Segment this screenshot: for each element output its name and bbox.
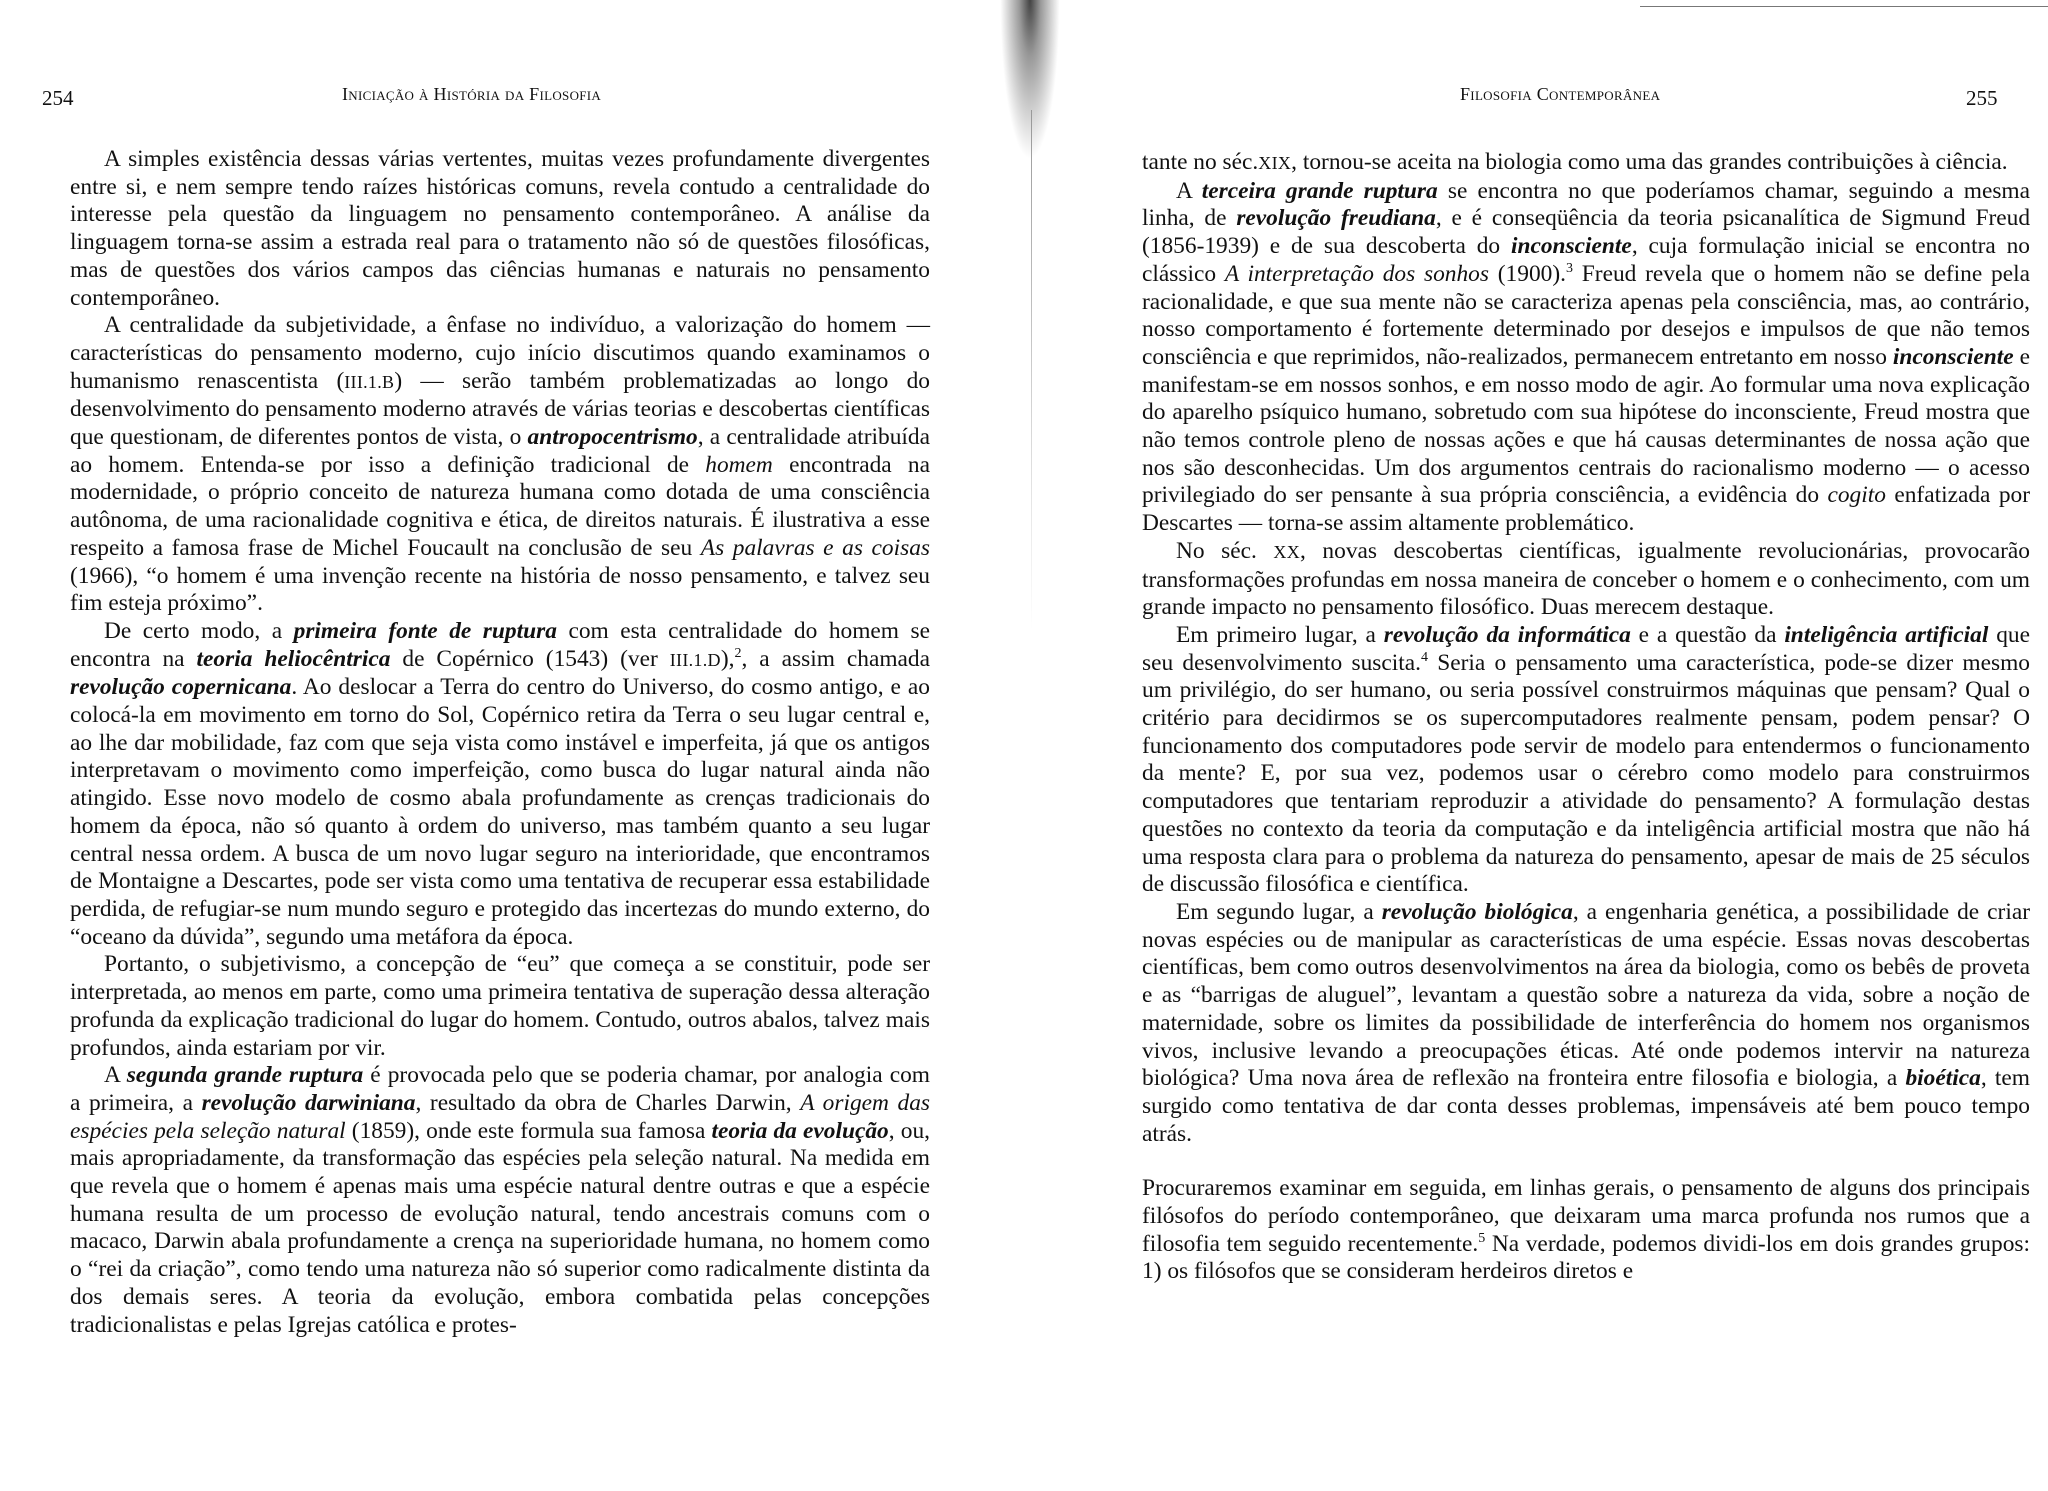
paragraph: A terceira grande ruptura se encontra no que poderíamos chamar, seguindo a mesma linha, de revolução freudiana, e é conseqüência da teoria psicanalítica de Sigmund Freud (1856-1939) e de sua descoberta do inconsciente, cuja formulação inicial se encontra no clássico A interpretação dos sonhos (1900).$^3$ Freud revela que o homem não se define pela racionalidade, e que sua mente não se caracteriza apenas pela consciência, mas, ao contrário, nosso comportamento é fortemente determinado por desejos e impulsos de que não temos consciência e que reprimidos, não-realizados, permanecem entretanto em nosso inconsciente e manifestam-se em nossos sonhos, e em nosso modo de agir. Ao formular uma nova explicação do aparelho psíquico humano, sobretudo com sua hipótese do inconsciente, Freud mostra que não temos controle pleno de nossas ações e que há causas determinantes de nossa ação que nos são desconhecidas. Um dos argumentos centrais do racionalismo moderno — o acesso privilegiado do ser pensante à sua própria consciência, a evidência do cogito enfatizada por Descartes — torna-se assim altamente problemático. [1142,177,2031,537]
key-term: inconsciente [1892,343,2014,370]
paragraph: No séc. XX, novas descobertas científicas, igualmente revolucionárias, provocarão transformações profundas em nossa maneira de conceber o homem e o conhecimento, com um grande impacto no pensamento filosófico. Duas merecem destaque. [1142,537,2030,621]
book-title: A interpretação dos sonhos [1224,260,1489,287]
paragraph: Procuraremos examinar em seguida, em linhas gerais, o pensamento de alguns dos principais filósofos do período contemporâneo, que deixaram uma marca profunda nos rumos que a filosofia tem seguido recentemente.$^5$ Na verdade, podemos dividi-los em dois grandes grupos: 1) os filósofos que se consideram herdeiros diretos e [1142,1175,2030,1285]
key-term: teoria heliocêntrica [196,645,391,672]
gutter-line [1031,110,1032,630]
paragraph: A segunda grande ruptura é provocada pelo que se poderia chamar, por analogia com a primeira, a revolução darwiniana, resultado da obra de Charles Darwin, A origem das espécies pela seleção natural (1859), onde este formula sua famosa teoria da evolução, ou, mais apropriadamente, da transformação das espécies pela seleção natural. Na medida em que revela que o homem é apenas mais uma espécie natural dentre outras e que a espécie humana resulta de um processo de evolução natural, tendo ancestrais comuns com o macaco, Darwin abala profundamente a crença na superioridade humana, no homem como o “rei da criação”, como tendo uma natureza não só superior como radicalmente distinta da dos demais seres. A teoria da evolução, embora combatida pelas concepções tradicionalistas e pelas Igrejas católica e protes- [70,1062,930,1338]
key-term: teoria da evolução [711,1117,889,1144]
key-term: revolução copernicana [70,674,292,701]
key-term: terceira grande ruptura [1201,177,1438,204]
paragraph: Em segundo lugar, a revolução biológica, a engenharia genética, a possibilidade de criar novas espécies ou de manipular as características de uma espécie. Essas novas descobertas científicas, bem como outros desenvolvimentos na área da biologia, como os bebês de proveta e as “barrigas de aluguel”, levantam a questão sobre a natureza da vida, sobre a noção de maternidade, sobre os limites da possibilidade de interferência do homem nos organismos vivos, inclusive levando a preocupações éticas. Até onde podemos intervir na natureza biológica? Uma nova área de reflexão na fronteira entre filosofia e biologia, a bioética, tem surgido como tentativa de dar conta desses problemas, impensáveis até bem pouco tempo atrás. [1142,898,2030,1147]
running-head: Iniciação à História da Filosofia [342,84,602,104]
paragraph: De certo modo, a primeira fonte de ruptura com esta centralidade do homem se encontra na teoria heliocêntrica de Copérnico (1543) (ver III.1.D),$^2$, a assim chamada revolução copernicana. Ao deslocar a Terra do centro do Universo, do cosmo antigo, e ao colocá-la em movimento em torno do Sol, Copérnico retira da Terra o seu lugar central e, ao lhe dar mobilidade, faz com que seja vista como instável e imperfeita, já que os antigos interpretavam o movimento como imperfeição, como busca do lugar natural ainda não atingido. Esse novo modelo de cosmo abala profundamente as crenças tradicionais do homem da época, não só quanto à ordem do universo, mas também quanto a seu lugar central nessa ordem. A busca de um novo lugar seguro na interioridade, que encontramos de Montaigne a Descartes, pode ser vista como uma tentativa de recuperar essa estabilidade perdida, de refugiar-se num mundo seguro e protegido das incertezas do mundo externo, do “oceano da dúvida”, segundo uma metáfora da época. [70,617,930,950]
right-page [1040,0,2048,1491]
key-term: primeira fonte de ruptura [293,617,557,644]
body-text [1142,149,2030,1286]
key-term: revolução da informática [1383,621,1631,648]
cross-reference: III.1.B [344,371,395,392]
footnote-marker: 5 [1478,1230,1486,1246]
footnote-marker: 4 [1421,649,1428,665]
body-text [70,146,930,1339]
running-head: Filosofia Contemporânea [1460,84,1661,104]
key-term: revolução freudiana [1236,205,1436,232]
paragraph: tante no séc.XIX, tornou-se aceita na biologia como uma das grandes contribuições à ciência. [1142,149,2008,175]
key-term: inconsciente [1510,233,1632,260]
page-number: 254 [42,86,74,110]
paragraph: A simples existência dessas várias vertentes, muitas vezes profundamente divergentes entre si, e nem sempre tendo raízes históricas comuns, revela contudo a centralidade do interesse pela questão da linguagem no pensamento contemporâneo. A análise da linguagem torna-se assim a estrada real para o tratamento não só de questões filosóficas, mas de questões dos vários campos das ciências humanas e naturais no pensamento contemporâneo. [70,146,930,311]
key-term: segunda grande ruptura [126,1062,364,1089]
key-term: revolução biológica [1381,898,1573,925]
page-number: 255 [1966,86,1998,110]
key-term: inteligência artificial [1784,621,1989,648]
key-term: revolução darwiniana [201,1089,416,1116]
cross-reference: III.1.D [669,649,721,670]
key-term: antropocentrismo [527,424,698,451]
book-title: A origem das espécies pela seleção natural [70,1089,930,1144]
footnote-marker: 2 [734,645,742,661]
key-term: bioética [1905,1065,1981,1092]
paragraph: Em primeiro lugar, a revolução da informática e a questão da inteligência artificial que seu desenvolvimento suscita.$^4$ Seria o pensamento uma característica, pode-se dizer mesmo um privilégio, do ser humano, ou seria possível construirmos máquinas que pensam? Qual o critério para decidirmos se os supercomputadores realmente pensam, podem pensar? O funcionamento dos computadores pode servir de modelo para entendermos o funcionamento da mente? E, por sua vez, podemos usar o cérebro como modelo para construirmos computadores que tentariam reproduzir a atividade do pensamento? A formulação destas questões no contexto da teoria da computação e da inteligência artificial mostra que não há uma resposta clara para o problema da natureza do pensamento, apesar de mais de 25 séculos de discussão filosófica e científica. [1142,621,2030,898]
left-page [0,0,1010,1491]
paragraph: A centralidade da subjetividade, a ênfase no indivíduo, a valorização do homem — características do pensamento moderno, cujo início discutimos quando examinamos o humanismo renascentista (III.1.B) — serão também problematizadas ao longo do desenvolvimento do pensamento moderno através de várias teorias e descobertas científicas que questionam, de diferentes pontos de vista, o antropocentrismo, a centralidade atribuída ao homem. Entenda-se por isso a definição tradicional de homem encontrada na modernidade, o próprio conceito de natureza humana como dotada de uma consciência autônoma, de uma racionalidade cognitiva e ética, de direitos naturais. É ilustrativa a esse respeito a famosa frase de Michel Foucault na conclusão de seu As palavras e as coisas (1966), “o homem é uma invenção recente na história de nosso pensamento, e talvez seu fim esteja próximo”. [70,312,930,617]
book-title: As palavras e as coisas [700,534,930,561]
paragraph: Portanto, o subjetivismo, a concepção de “eu” que começa a se constituir, pode ser interpretada, ao menos em parte, como uma primeira tentativa de superação dessa alteração profunda da explicação tradicional do lugar do homem. Contudo, outros abalos, talvez mais profundos, ainda estariam por vir. [70,951,930,1061]
footnote-marker: 3 [1565,261,1573,277]
